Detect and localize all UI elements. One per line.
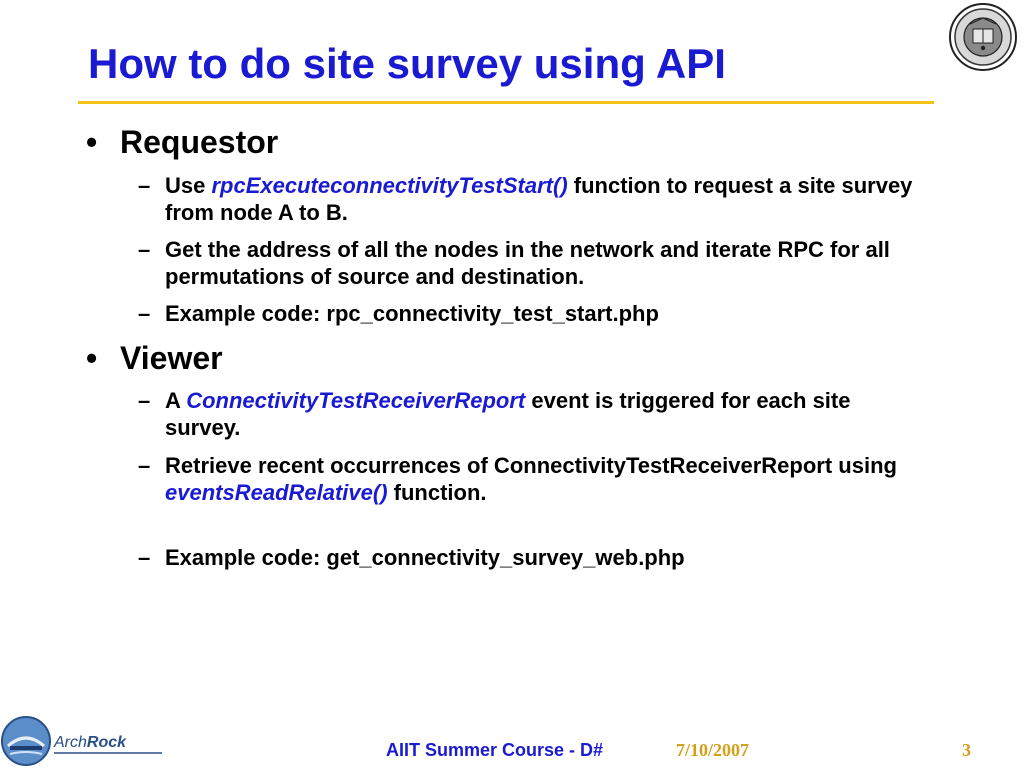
bullet-requestor: • Requestor xyxy=(86,124,279,160)
requestor-item-2: – Get the address of all the nodes in the network and iterate RPC for all permutations of source and destination. xyxy=(138,237,890,289)
viewer-item-2: – Retrieve recent occurrences of ConnectivityTestReceiverReport using eventsReadRelative() function. xyxy=(138,453,897,505)
svg-text:ArchRock: ArchRock xyxy=(54,734,127,751)
slide-title: How to do site survey using API xyxy=(88,40,726,87)
bullet-viewer: • Viewer xyxy=(86,340,223,376)
viewer-item-3: – Example code: get_connectivity_survey_web.php xyxy=(138,545,685,570)
footer-date: 7/10/2007 xyxy=(676,740,750,760)
function-name: eventsReadRelative() xyxy=(165,480,388,505)
function-name: rpcExecuteconnectivityTestStart() xyxy=(211,173,568,198)
archrock-logo-icon xyxy=(0,712,180,768)
event-name: ConnectivityTestReceiverReport xyxy=(186,388,526,413)
requestor-item-1: – Use rpcExecuteconnectivityTestStart() function to request a site survey from node A to B. xyxy=(138,173,913,225)
requestor-item-3: – Example code: rpc_connectivity_test_start.php xyxy=(138,301,659,326)
viewer-item-1: – A ConnectivityTestReceiverReport event is triggered for each site survey. xyxy=(138,388,851,440)
page-number: 3 xyxy=(962,740,971,760)
footer-course: AIIT Summer Course - D# xyxy=(386,740,604,760)
university-seal-icon xyxy=(948,2,1018,72)
title-underline xyxy=(78,101,934,104)
